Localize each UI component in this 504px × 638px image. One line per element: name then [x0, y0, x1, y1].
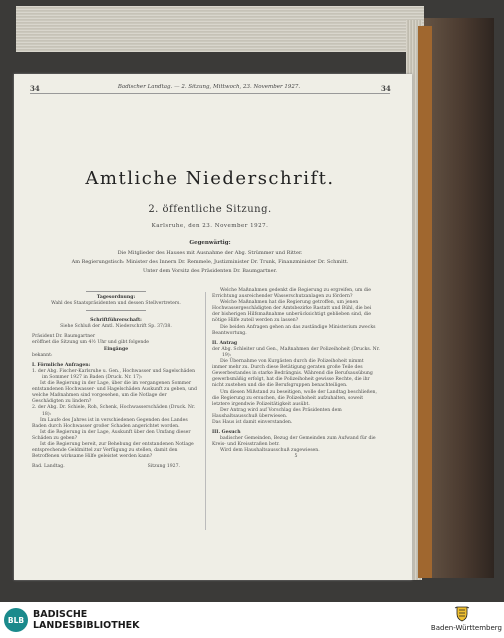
present-line-chair: Unter dem Vorsitz des Präsidenten Dr. Baumgartner. — [142, 268, 278, 274]
motion-text-2: Um diesen Mißstand zu beseitigen, wolle der Landtag beschließen, die Regierung zu ersuchen, die Polizeihoheit aufzuhalten, soweit letztere irgendwie Polizeitätigkeit ausübt. — [212, 389, 377, 407]
header-rule — [30, 93, 390, 94]
running-header: Badischer Landtag. — 2. Sitzung, Mittwoch, 23. November 1927. — [117, 84, 301, 90]
inquiry-2-text-3: Ist die Regierung bereit, zur Behebung der entstandenen Notlage entsprechende Geldmittel zur Verfügung zu stellen, damit den Betroffenen wirksame Hilfe geleistet werden kann? — [32, 441, 194, 460]
dateline: Karlsruhe, den 23. November 1927. — [151, 223, 269, 229]
inquiry-1-title: 1. der Abg. Fischer-Karlsruhe u. Gen., Hochwasser und Sagelschäden im Sommer 1927 in Baden (Druck. Nr. 17): — [32, 368, 196, 380]
present-label: Gegenwärtig: — [189, 240, 231, 246]
motion-title: der Abg. Schleiter und Gen., Maßnahmen der Polizeihoheit (Drucks. Nr. 19): — [212, 346, 380, 358]
right-para-2: Welche Maßnahmen hat die Regierung getroffen, um jenen Hochwassergeschädigten der Amtsbezirke Rastatt und Bühl, die bei der bisherigen Hilfsmaßnahme unberücksichtigt geblieben sind, die nötige Hilfe zuteil werden zu lassen? — [212, 300, 372, 324]
separator — [86, 291, 146, 292]
page-number-right: 34 — [381, 84, 391, 93]
inquiry-2-text-2: Ist die Regierung in der Lage, Auskunft über den Umfang dieser Schäden zu geben? — [32, 429, 191, 441]
petition-text-2: Wird dem Haushaltsausschuß zugewiesen. — [220, 448, 320, 454]
right-footer-number: 5 — [294, 454, 298, 460]
motion-text-4: Das Haus ist damit einverstanden. — [212, 419, 293, 425]
motion-text-1: Die Übernahme von Kurgästen durch die Polizeihoheit nimmt immer mehr zu. Durch diese Betätigung geraten große Teile des Gewerbestandes in starke Bedrängnis. Während die Berufsausübung gewerbsmäßig erfolgt, hat die Polizeihoheit gewisse Rechte, die ihr nicht zustehen und die die Berufsgruppen benachteiligen. — [212, 359, 373, 389]
inquiry-2-title: 2. der Abg. Dr. Schiele, Roh, Schenk, Hochwasserschäden (Druck. Nr. 18): — [32, 405, 196, 417]
column-divider — [205, 292, 206, 530]
present-line-government: Am Regierungstisch: Minister des Innern Dr. Remmele, Justizminister Dr. Trunk, Finanzminister Dr. Schmitt. — [71, 259, 349, 265]
library-name-line-1: BADISCHE — [33, 609, 88, 620]
page-number-left: 34 — [30, 84, 40, 93]
document-subtitle: 2. öffentliche Sitzung. — [148, 204, 272, 215]
coat-of-arms-icon — [454, 604, 470, 622]
blb-logo[interactable]: BLB — [4, 608, 28, 632]
secretaries-label: Schriftführerschaft: — [90, 318, 142, 324]
section-heading-II: II. Antrag — [212, 340, 238, 346]
motion-text-3: Der Antrag wird auf Vorschlag des Präsidenten dem Haushaltsausschuß überwiesen. — [212, 407, 342, 419]
footer-mid-text: Sitzung 1927. — [147, 464, 180, 470]
petition-text-1: badischer Gemeinden, Bezug der Gemeinden zum Aufwand für die Kreis- und Kreisstraßen betr. — [212, 436, 376, 448]
right-para-3: Die beiden Anfragen gehen an das zuständige Ministerium zwecks Beantwortung. — [212, 324, 376, 336]
library-name[interactable] — [33, 609, 140, 631]
agenda-label: Tagesordnung: — [96, 295, 136, 300]
section-heading-III: III. Gesuch — [212, 430, 241, 436]
president-line: Präsident Dr. Baumgartner — [32, 334, 96, 340]
left-column — [32, 288, 200, 470]
inquiry-1-text: Ist die Regierung in der Lage, über die im vergangenen Sommer entstandenen Hochwasser- und Hagelschäden Auskunft zu geben, und welche Maßnahmen sind vorgesehen, um die Notlage der Geschädigten zu lindern? — [32, 381, 197, 405]
right-para-1: Welche Maßnahmen gedenkt die Regierung zu ergreifen, um die Errichtung ausreichender Wasserschutzanlagen zu fördern? — [212, 288, 371, 300]
left-footer — [32, 464, 200, 470]
president-opening: eröffnet die Sitzung um 4½ Uhr und gibt folgende — [32, 340, 149, 346]
footer-left-text: Bad. Landtag. — [32, 464, 65, 470]
agenda-text: Wahl des Staatspräsidenten und dessen Stellvertreters. — [51, 301, 181, 307]
book-cover-edge — [418, 26, 432, 578]
right-column — [212, 288, 380, 461]
separator — [86, 310, 146, 311]
present-line-members: Die Mitglieder des Hauses mit Ausnahme der Abg. Strümmer und Ritter. — [117, 250, 303, 256]
secretaries-text: Siehe Schluß der Amtl. Niederschrift Sp. 37/38. — [60, 324, 172, 330]
section-heading-I: I. Förmliche Anfragen: — [32, 362, 91, 368]
baden-wuerttemberg-label: Baden-Württemberg — [430, 624, 502, 632]
incoming-suffix: bekannt: — [32, 352, 53, 358]
page-edges — [16, 6, 424, 52]
document-title: Amtliche Niederschrift. — [85, 168, 335, 189]
inquiry-2-text-1: Im Laufe des Jahres ist in verschiedenen Gegenden des Landes Baden durch Hochwasser großer Schaden angerichtet worden. — [32, 417, 188, 429]
library-name-line-2: LANDESBIBLIOTHEK — [33, 620, 140, 631]
incoming-label: Eingänge — [103, 346, 129, 352]
